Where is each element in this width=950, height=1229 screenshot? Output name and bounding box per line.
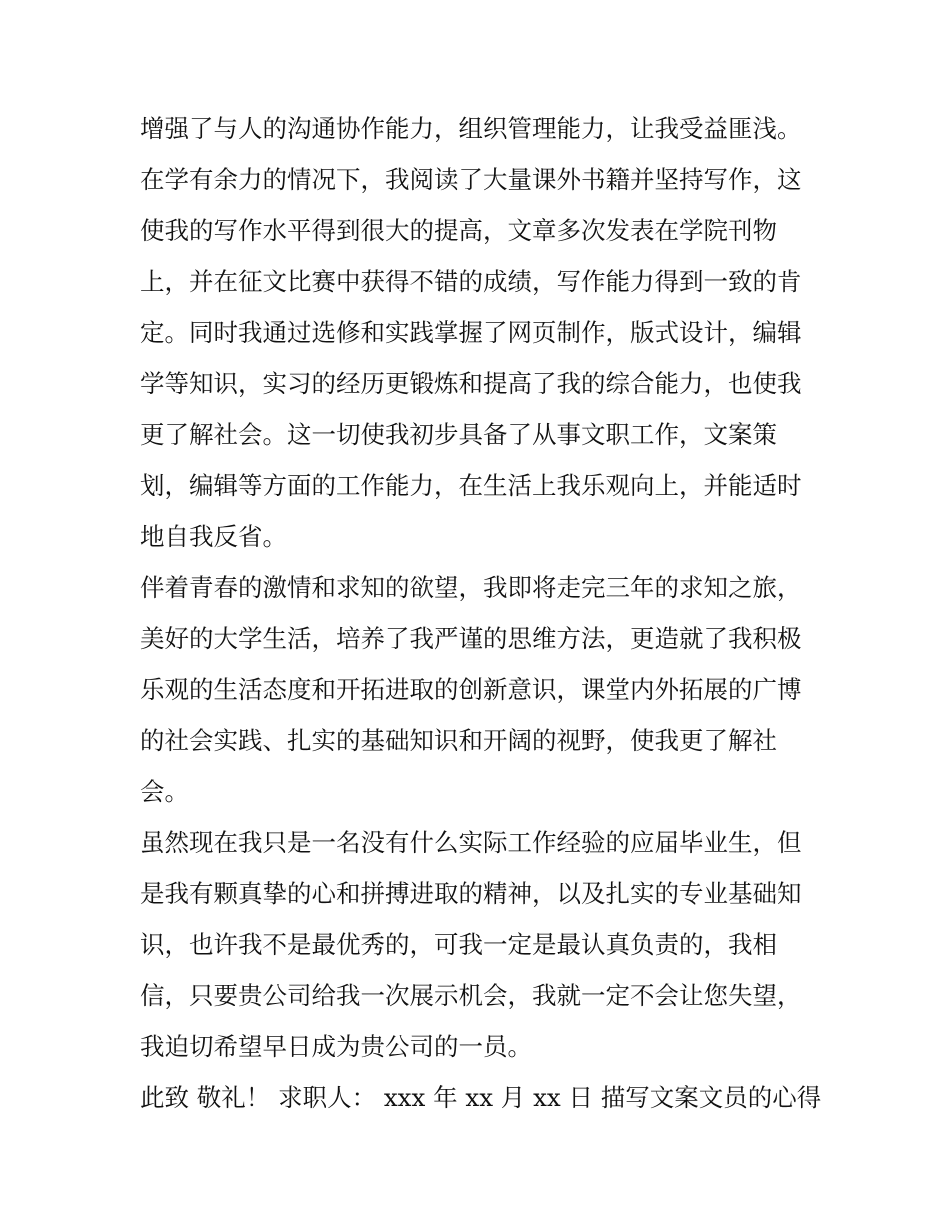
text-line: 在学有余力的情况下，我阅读了大量课外书籍并坚持写作，这 bbox=[140, 165, 802, 194]
text-line: 虽然现在我只是一名没有什么实际工作经验的应届毕业生，但 bbox=[140, 828, 802, 857]
text-line: 的社会实践、扎实的基础知识和开阔的视野，使我更了解社 bbox=[140, 726, 777, 755]
text-line: 伴着青春的激情和求知的欲望，我即将走完三年的求知之旅， bbox=[140, 573, 802, 602]
text-line: 划，编辑等方面的工作能力，在生活上我乐观向上，并能适时 bbox=[140, 471, 802, 500]
text-line: 上，并在征文比赛中获得不错的成绩，写作能力得到一致的肯 bbox=[140, 267, 802, 296]
text-line: 识，也许我不是最优秀的，可我一定是最认真负责的，我相 bbox=[140, 930, 777, 959]
text-line: 美好的大学生活，培养了我严谨的思维方法，更造就了我积极 bbox=[140, 624, 802, 653]
text-line: 学等知识，实习的经历更锻炼和提高了我的综合能力，也使我 bbox=[140, 369, 802, 398]
text-line: 乐观的生活态度和开拓进取的创新意识，课堂内外拓展的广博 bbox=[140, 675, 802, 704]
text-line: 我迫切希望早日成为贵公司的一员。 bbox=[140, 1032, 532, 1061]
text-line: 信，只要贵公司给我一次展示机会，我就一定不会让您失望， bbox=[140, 981, 802, 1010]
text-line: 会。 bbox=[140, 777, 189, 806]
text-line: 定。同时我通过选修和实践掌握了网页制作，版式设计，编辑 bbox=[140, 318, 802, 347]
text-line: 更了解社会。这一切使我初步具备了从事文职工作，文案策 bbox=[140, 420, 777, 449]
text-line: 增强了与人的沟通协作能力，组织管理能力，让我受益匪浅。 bbox=[140, 114, 802, 143]
text-line: 此致 敬礼！ 求职人： xxx 年 xx 月 xx 日 描写文案文员的心得 bbox=[140, 1083, 822, 1112]
document-body bbox=[140, 103, 820, 1123]
text-line: 使我的写作水平得到很大的提高，文章多次发表在学院刊物 bbox=[140, 216, 777, 245]
text-line: 是我有颗真挚的心和拼搏进取的精神，以及扎实的专业基础知 bbox=[140, 879, 802, 908]
text-line: 地自我反省。 bbox=[140, 522, 287, 551]
